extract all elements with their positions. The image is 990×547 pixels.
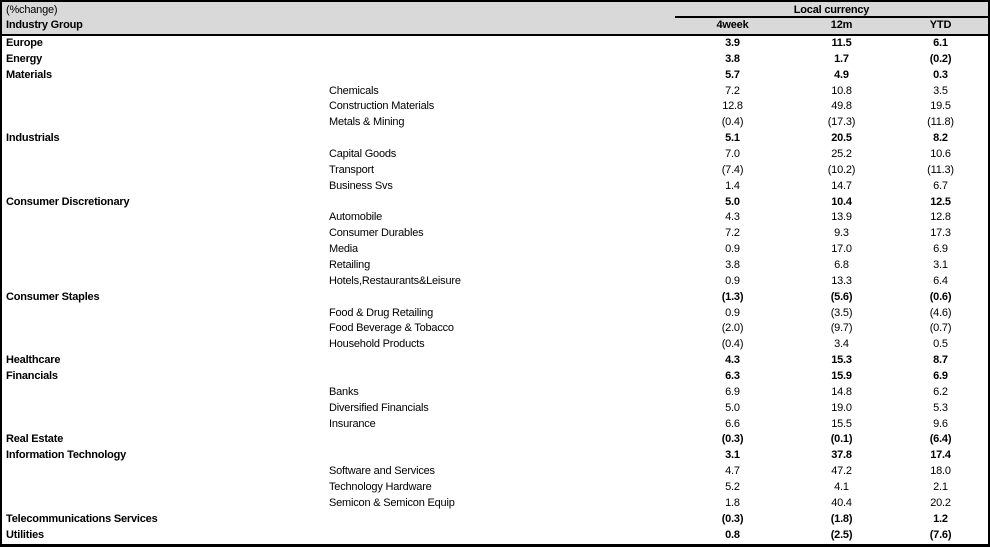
sector-name xyxy=(2,115,329,131)
table-row xyxy=(2,84,988,100)
value-4week: (2.0) xyxy=(721,322,744,335)
table-row xyxy=(2,195,988,211)
subindustry-name: Transport xyxy=(329,163,374,176)
table-row xyxy=(2,496,988,512)
table-row xyxy=(2,163,988,179)
subindustry-name: Food Beverage & Tobacco xyxy=(329,322,454,335)
value-4week: 0.9 xyxy=(725,306,740,319)
sector-name xyxy=(2,226,329,242)
value-ytd: (11.3) xyxy=(927,163,954,176)
column-header-12m: 12m xyxy=(830,19,853,31)
sector-name: Consumer Discretionary xyxy=(6,195,130,208)
value-4week: 12.8 xyxy=(722,100,743,113)
value-4week: 5.7 xyxy=(725,68,740,81)
value-4week: (0.4) xyxy=(721,116,744,129)
table-body xyxy=(2,36,988,544)
value-12m: 17.0 xyxy=(831,243,852,256)
value-12m: (2.5) xyxy=(830,528,853,541)
value-4week: (7.4) xyxy=(721,163,744,176)
sector-name xyxy=(2,99,329,115)
table-row xyxy=(2,52,988,68)
value-12m: 19.0 xyxy=(831,401,852,414)
sector-name: Utilities xyxy=(6,528,44,541)
sector-name xyxy=(2,147,329,163)
value-4week: 4.3 xyxy=(725,354,740,367)
table-row xyxy=(2,242,988,258)
sector-name xyxy=(2,163,329,179)
value-4week: 7.2 xyxy=(725,84,740,97)
value-12m: (17.3) xyxy=(827,116,856,129)
value-12m: 6.8 xyxy=(834,259,849,272)
sector-name: Industrials xyxy=(6,132,60,145)
subindustry-name: Hotels,Restaurants&Leisure xyxy=(329,274,461,287)
value-4week: 5.2 xyxy=(725,481,740,494)
subindustry-name: Automobile xyxy=(329,211,383,224)
value-ytd: (4.6) xyxy=(929,306,952,319)
subindustry-name: Business Svs xyxy=(329,179,393,192)
value-ytd: 17.3 xyxy=(930,227,951,240)
value-12m: 40.4 xyxy=(831,496,852,509)
sector-name: Energy xyxy=(6,52,43,65)
subindustry-name: Chemicals xyxy=(329,84,379,97)
value-ytd: 12.8 xyxy=(930,211,951,224)
subindustry-name xyxy=(329,369,675,385)
value-12m: (5.6) xyxy=(830,290,853,303)
table-row xyxy=(2,306,988,322)
subindustry-name: Consumer Durables xyxy=(329,227,424,240)
value-4week: 3.9 xyxy=(725,37,740,49)
value-ytd: 6.7 xyxy=(933,179,948,192)
value-ytd: 8.2 xyxy=(933,132,948,145)
value-ytd: 18.0 xyxy=(930,465,951,478)
table-header xyxy=(2,2,988,36)
table-row xyxy=(2,480,988,496)
industry-group-label: Industry Group xyxy=(6,19,83,31)
value-ytd: 20.2 xyxy=(930,496,951,509)
table-row xyxy=(2,290,988,306)
table-row xyxy=(2,369,988,385)
value-ytd: 6.9 xyxy=(933,243,948,256)
value-4week: 5.0 xyxy=(725,401,740,414)
value-ytd: (0.7) xyxy=(929,322,952,335)
value-4week: 6.6 xyxy=(725,417,740,430)
pct-change-label: (%change) xyxy=(6,4,58,16)
table-row xyxy=(2,432,988,448)
table-row xyxy=(2,115,988,131)
value-ytd: 1.2 xyxy=(933,512,948,525)
header-row-currency xyxy=(2,2,988,18)
value-ytd: (6.4) xyxy=(929,433,952,446)
value-12m: (1.8) xyxy=(830,512,853,525)
value-ytd: (7.6) xyxy=(929,528,952,541)
value-ytd: 6.2 xyxy=(933,385,948,398)
subindustry-name: Diversified Financials xyxy=(329,401,429,414)
table-row xyxy=(2,274,988,290)
value-ytd: 19.5 xyxy=(930,100,951,113)
table-row xyxy=(2,353,988,369)
value-12m: 10.8 xyxy=(831,84,852,97)
value-4week: (1.3) xyxy=(721,290,744,303)
subindustry-name xyxy=(329,448,675,464)
value-4week: 0.8 xyxy=(725,528,740,541)
value-12m: 37.8 xyxy=(831,449,852,462)
subindustry-name: Media xyxy=(329,243,358,256)
value-12m: 47.2 xyxy=(831,465,852,478)
value-ytd: (0.2) xyxy=(929,52,952,65)
subindustry-name: Retailing xyxy=(329,259,371,272)
value-ytd: 6.4 xyxy=(933,274,948,287)
value-4week: 5.1 xyxy=(725,132,740,145)
table-row xyxy=(2,321,988,337)
subindustry-name xyxy=(329,290,675,306)
sector-name xyxy=(2,417,329,433)
value-ytd: 2.1 xyxy=(933,481,948,494)
subindustry-name xyxy=(329,353,675,369)
table-row xyxy=(2,401,988,417)
value-4week: 5.0 xyxy=(725,195,740,208)
sector-name: Materials xyxy=(6,68,52,81)
table-row xyxy=(2,226,988,242)
sector-name xyxy=(2,496,329,512)
value-12m: (0.1) xyxy=(830,433,853,446)
value-4week: 0.9 xyxy=(725,243,740,256)
sector-name xyxy=(2,210,329,226)
table-row xyxy=(2,131,988,147)
table-row xyxy=(2,464,988,480)
column-header-ytd: YTD xyxy=(929,19,952,31)
sector-name xyxy=(2,480,329,496)
sector-name xyxy=(2,84,329,100)
subindustry-name xyxy=(329,131,675,147)
value-4week: 7.0 xyxy=(725,148,740,161)
subindustry-name: Capital Goods xyxy=(329,148,397,161)
subindustry-name: Metals & Mining xyxy=(329,116,405,129)
table-row xyxy=(2,68,988,84)
value-4week: 3.1 xyxy=(725,449,740,462)
local-currency-label: Local currency xyxy=(675,2,988,18)
value-4week: 6.9 xyxy=(725,385,740,398)
value-ytd: 5.3 xyxy=(933,401,948,414)
table-row xyxy=(2,258,988,274)
subindustry-name: Semicon & Semicon Equip xyxy=(329,496,455,509)
table-row xyxy=(2,528,988,544)
table-row xyxy=(2,179,988,195)
value-4week: 6.3 xyxy=(725,370,740,383)
subindustry-name xyxy=(329,36,675,52)
sector-name xyxy=(2,401,329,417)
sector-name xyxy=(2,274,329,290)
value-ytd: 0.5 xyxy=(933,338,948,351)
value-12m: 3.4 xyxy=(834,338,849,351)
value-4week: 4.3 xyxy=(725,211,740,224)
value-12m: 25.2 xyxy=(831,148,852,161)
header-row-columns xyxy=(2,18,988,36)
subindustry-name: Construction Materials xyxy=(329,100,435,113)
sector-name: Real Estate xyxy=(6,433,64,446)
sector-name xyxy=(2,258,329,274)
value-ytd: 8.7 xyxy=(933,354,948,367)
value-12m: (9.7) xyxy=(830,322,853,335)
value-12m: 20.5 xyxy=(831,132,852,145)
value-ytd: 12.5 xyxy=(930,195,951,208)
table-row xyxy=(2,36,988,52)
value-ytd: (0.6) xyxy=(929,290,952,303)
value-12m: 15.5 xyxy=(831,417,852,430)
table-row xyxy=(2,147,988,163)
value-12m: 9.3 xyxy=(834,227,849,240)
subindustry-name xyxy=(329,52,675,68)
value-4week: (0.3) xyxy=(721,433,744,446)
sector-name xyxy=(2,242,329,258)
sector-name: Telecommunications Services xyxy=(6,512,158,525)
subindustry-name xyxy=(329,195,675,211)
value-12m: 10.4 xyxy=(831,195,852,208)
sector-name xyxy=(2,179,329,195)
subindustry-name xyxy=(329,432,675,448)
value-12m: 14.8 xyxy=(831,385,852,398)
sector-name: Healthcare xyxy=(6,354,61,367)
sector-name: Information Technology xyxy=(6,449,127,462)
subindustry-name xyxy=(329,68,675,84)
value-4week: 1.8 xyxy=(725,496,740,509)
value-ytd: 17.4 xyxy=(930,449,951,462)
sector-name xyxy=(2,306,329,322)
value-4week: 3.8 xyxy=(725,259,740,272)
value-4week: 4.7 xyxy=(725,465,740,478)
value-ytd: 3.1 xyxy=(933,259,948,272)
subindustry-name xyxy=(329,528,675,544)
sector-name: Consumer Staples xyxy=(6,290,100,303)
value-12m: 11.5 xyxy=(831,37,852,49)
value-ytd: 9.6 xyxy=(933,417,948,430)
sector-name xyxy=(2,385,329,401)
value-12m: 4.9 xyxy=(834,68,849,81)
subindustry-name: Household Products xyxy=(329,338,425,351)
value-12m: 15.3 xyxy=(831,354,852,367)
subindustry-name: Technology Hardware xyxy=(329,481,432,494)
table-row xyxy=(2,385,988,401)
sector-name xyxy=(2,464,329,480)
value-12m: 4.1 xyxy=(834,481,849,494)
value-12m: 15.9 xyxy=(831,370,852,383)
sector-name xyxy=(2,321,329,337)
table-row xyxy=(2,337,988,353)
value-4week: 1.4 xyxy=(725,179,740,192)
subindustry-name: Food & Drug Retailing xyxy=(329,306,434,319)
value-ytd: (11.8) xyxy=(927,116,954,129)
value-12m: 14.7 xyxy=(831,179,852,192)
value-12m: 13.3 xyxy=(831,274,852,287)
value-ytd: 10.6 xyxy=(930,148,951,161)
value-4week: (0.3) xyxy=(721,512,744,525)
value-ytd: 6.9 xyxy=(933,370,948,383)
value-ytd: 6.1 xyxy=(933,37,948,49)
table-row xyxy=(2,448,988,464)
value-4week: (0.4) xyxy=(721,338,744,351)
value-12m: (3.5) xyxy=(830,306,853,319)
value-ytd: 3.5 xyxy=(933,84,948,97)
subindustry-name xyxy=(329,512,675,528)
value-12m: (10.2) xyxy=(827,163,856,176)
value-12m: 13.9 xyxy=(831,211,852,224)
table-row xyxy=(2,210,988,226)
value-4week: 3.8 xyxy=(725,52,740,65)
value-ytd: 0.3 xyxy=(933,68,948,81)
table-row xyxy=(2,417,988,433)
table-row xyxy=(2,99,988,115)
sector-name: Financials xyxy=(6,370,58,383)
subindustry-name: Software and Services xyxy=(329,465,435,478)
subindustry-name: Banks xyxy=(329,385,359,398)
column-header-4week: 4week xyxy=(716,19,749,31)
table-row xyxy=(2,512,988,528)
sector-name: Europe xyxy=(6,37,43,49)
value-4week: 7.2 xyxy=(725,227,740,240)
value-12m: 49.8 xyxy=(831,100,852,113)
subindustry-name: Insurance xyxy=(329,417,376,430)
value-4week: 0.9 xyxy=(725,274,740,287)
value-12m: 1.7 xyxy=(834,52,849,65)
sector-name xyxy=(2,337,329,353)
